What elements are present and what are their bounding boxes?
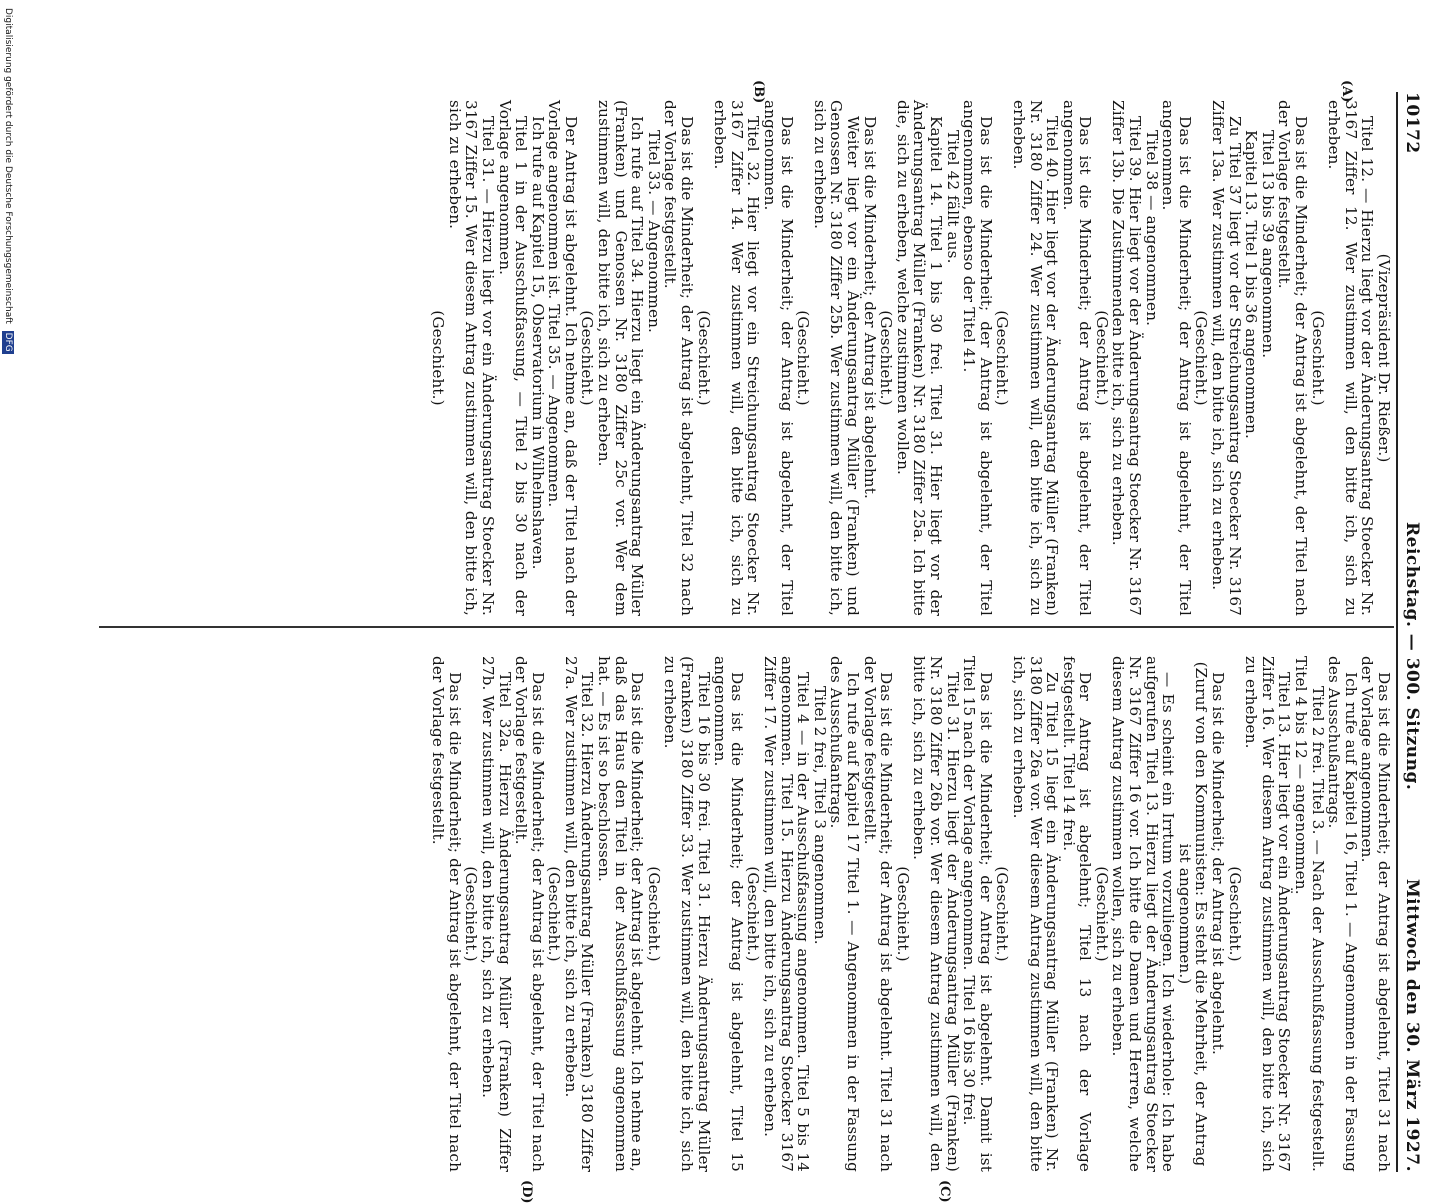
stage-direction: (Geschieht.) bbox=[744, 866, 763, 962]
stage-direction: (Geschieht.) bbox=[993, 866, 1012, 962]
paragraph: Titel 16 bis 30 frei. Titel 31. Hierzu Änderungsantrag Müller (Franken) 3180 Ziffer 33. Wer zustimmen will, den bitte ich, sich zu erheben. bbox=[661, 656, 713, 1172]
paragraph: Das ist die Minderheit; der Antrag ist abgelehnt, der Titel angenommen, ebenso der Titel 41. bbox=[960, 100, 995, 616]
paragraph: Titel 33. — Angenommen. bbox=[644, 130, 663, 333]
page-number: 10172 bbox=[1402, 92, 1422, 154]
paragraph: Titel 42 fällt aus. bbox=[943, 130, 962, 264]
paragraph: Weiter liegt vor ein Änderungsantrag Müller (Franken) und Genossen Nr. 3180 Ziffer 25b. Wer zustimmen will, den bitte ich, sich zu erheben. bbox=[810, 100, 862, 616]
paragraph: Das ist die Minderheit; der Antrag ist abgelehnt, der Titel angenommen. bbox=[761, 100, 796, 616]
stage-direction: (Geschieht.) bbox=[462, 866, 481, 962]
paragraph: Das ist die Minderheit; der Antrag ist abgelehnt, der Titel angenommen. bbox=[1159, 100, 1194, 616]
paragraph: Das ist die Minderheit; der Antrag ist abgelehnt, der Titel nach der Vorlage festgestellt. bbox=[429, 656, 464, 1172]
paragraph: Titel 39. Hier liegt vor der Änderungsantrag Stoecker Nr. 3167 Ziffer 13b. Die Zustimmenden bitte ich, sich zu erheben. bbox=[1109, 100, 1145, 616]
interjection: (Zuruf von den Kommunisten: Es steht die Mehrheit, der Antrag ist angenommen.) bbox=[1175, 661, 1211, 1167]
paragraph: Der Antrag ist abgelehnt. Ich nehme an, daß der Titel nach der Vorlage angenommen ist. Titel 35. — Angenommen. bbox=[545, 100, 580, 616]
paragraph: Das ist die Minderheit; der Antrag ist abgelehnt, der Titel nach der Vorlage festgestellt. bbox=[512, 656, 547, 1172]
header-date: Mittwoch den 30. März 1927. bbox=[1402, 878, 1422, 1172]
paragraph: Titel 1 in der Ausschußfassung, — Titel 2 bis 30 nach der Vorlage angenommen. bbox=[495, 100, 531, 616]
stage-direction: (Geschieht.) bbox=[429, 310, 448, 406]
paragraph: Titel 32a. Hierzu Änderungsantrag Müller (Franken) Ziffer 27b. Wer zustimmen will, den bitte ich, sich zu erheben. bbox=[478, 656, 514, 1172]
stage-direction: (Geschieht.) bbox=[893, 866, 912, 962]
paragraph: Das ist die Minderheit; der Antrag ist abgelehnt. bbox=[860, 116, 879, 499]
right-column bbox=[430, 656, 1392, 1172]
stage-direction: (Geschieht.) bbox=[1225, 866, 1244, 962]
paragraph: Kapitel 13. Titel 1 bis 36 angenommen. bbox=[1242, 130, 1261, 439]
stage-direction: (Geschieht.) bbox=[1092, 310, 1111, 406]
paragraph: Das ist die Minderheit; der Antrag ist abgelehnt, Titel 32 nach der Vorlage festgestellt. bbox=[661, 100, 697, 616]
paragraph: Titel 40. Hier liegt vor der Änderungsantrag Müller (Franken) Nr. 3180 Ziffer 24. Wer zustimmen will, den bitte ich, sich zu erheben. bbox=[1009, 100, 1062, 616]
paragraph: Zu Titel 15 liegt ein Änderungsantrag Müller (Franken) Nr. 3180 Ziffer 26a vor. Wer diesem Antrag zustimmen will, den bitte ich, sich zu erheben. bbox=[1009, 656, 1062, 1172]
paragraph: Ich rufe auf Kapitel 17 Titel 1. — Angenommen in der Fassung des Ausschußantrags. bbox=[827, 656, 862, 1172]
dfg-logo: DFG bbox=[3, 332, 14, 352]
funding-footer bbox=[0, 0, 16, 1008]
paragraph: Titel 13 bis 39 angenommen. bbox=[1258, 130, 1277, 359]
paragraph: Das ist die Minderheit; der Antrag ist abgelehnt. bbox=[1209, 672, 1228, 1055]
paragraph: Das ist die Minderheit; der Antrag ist abgelehnt. Damit ist Titel 15 nach der Vorlage angenommen. Titel 16 bis 30 frei. bbox=[960, 656, 995, 1172]
speaker-line: (Vizepräsident Dr. Rießer.) bbox=[1375, 253, 1393, 463]
margin-marker-a: (A) bbox=[1339, 80, 1354, 103]
header-rule bbox=[1396, 92, 1398, 1172]
paragraph: Titel 31. Hierzu liegt der Änderungsantrag Müller (Franken) Nr. 3180 Ziffer 26b vor. Wer diesem Antrag zustimmen will, den bitte ich, sich zu erheben. bbox=[910, 656, 962, 1172]
stage-direction: (Geschieht.) bbox=[578, 310, 597, 406]
paragraph: Titel 32. Hierzu Änderungsantrag Müller (Franken) 3180 Ziffer 27a. Wer zustimmen will, den bitte ich, sich zu erheben. bbox=[561, 656, 597, 1172]
paragraph: Das ist die Minderheit; der Antrag ist abgelehnt. Titel 31 nach der Vorlage festgestellt. bbox=[860, 656, 896, 1172]
paragraph: Titel 2 frei. Titel 3. — Nach der Ausschußfassung festgestellt. Titel 4 bis 12 — angenommen. bbox=[1292, 656, 1327, 1172]
column-divider bbox=[99, 626, 1394, 628]
header-title: Reichstag. — 300. Sitzung. bbox=[1402, 522, 1422, 791]
funding-note: Digitalisierung gefördert durch die Deutsche Forschungsgemeinschaft bbox=[3, 8, 13, 324]
left-column bbox=[430, 100, 1392, 616]
stage-direction: (Geschieht.) bbox=[1092, 866, 1111, 962]
paragraph: Titel 32. Hier liegt vor ein Streichungsantrag Stoecker Nr. 3167 Ziffer 14. Wer zustimmen will, den bitte ich, sich zu erheben. bbox=[711, 100, 763, 616]
margin-marker-c: (C) bbox=[937, 1180, 952, 1203]
paragraph: Titel 2 frei, Titel 3 angenommen. bbox=[810, 686, 829, 945]
stage-direction: (Geschieht.) bbox=[993, 310, 1012, 406]
paragraph: Ich rufe auf Titel 34. Hierzu liegt ein Änderungsantrag Müller (Franken) und Genossen Nr. 3180 Ziffer 25c vor. Wer dem zustimmen will, den bitte ich, sich zu erheben. bbox=[595, 100, 647, 616]
paragraph: — Es scheint ein Irrtum vorzuliegen. Ich wiederhole: Ich habe aufgerufen Titel 13. Hierzu liegt der Änderungsantrag Stoecker Nr. 3167 Ziffer 16 vor. Ich bitte die Damen und Herren, welche diesem Antrag zustimmen wollen, sich zu erheben. bbox=[1109, 656, 1178, 1172]
stage-direction: (Geschieht.) bbox=[1308, 310, 1327, 406]
paragraph: Das ist die Minderheit; der Antrag ist abgelehnt, Titel 31 nach der Vorlage angenommen. bbox=[1358, 656, 1393, 1172]
stage-direction: (Geschieht.) bbox=[644, 866, 663, 962]
paragraph: Das ist die Minderheit; der Antrag ist abgelehnt, Titel 15 angenommen. bbox=[711, 656, 746, 1172]
paragraph: Titel 4 — in der Ausschußfassung angenommen. Titel 5 bis 14 angenommen. Titel 15. Hierzu Änderungsantrag Stoecker 3167 Ziffer 17. Wer zustimmen will, den bitte ich, sich zu erheben. bbox=[761, 656, 813, 1172]
running-header bbox=[1398, 92, 1426, 1172]
stage-direction: (Geschieht.) bbox=[694, 310, 713, 406]
paragraph: Das ist die Minderheit; der Antrag ist abgelehnt, der Titel nach der Vorlage festgestellt. bbox=[1275, 100, 1311, 616]
paragraph: Kapitel 14. Titel 1 bis 30 frei. Titel 31. Hier liegt vor der Änderungsantrag Müller (Franken) Nr. 3180 Ziffer 25a. Ich bitte die, sich zu erheben, welche zustimmen wollen. bbox=[893, 100, 945, 616]
margin-marker-d: (D) bbox=[519, 1180, 534, 1204]
paragraph: Der Antrag ist abgelehnt; Titel 13 nach der Vorlage festgestellt. Titel 14 frei. bbox=[1059, 656, 1095, 1172]
paragraph: Titel 12. — Hierzu liegt vor der Änderungsantrag Stoecker Nr. 3167 Ziffer 12. Wer zustimmen will, den bitte ich, sich zu erheben. bbox=[1325, 100, 1377, 616]
paragraph: Titel 13. Hier liegt vor ein Änderungsantrag Stoecker Nr. 3167 Ziffer 16. Wer diesem Antrag zustimmen will, den bitte ich, sich zu erheben. bbox=[1242, 656, 1294, 1172]
paragraph: Titel 38 — angenommen. bbox=[1142, 130, 1161, 327]
paragraph: Titel 31. — Hierzu liegt vor ein Änderungsantrag Stoecker Nr. 3167 Ziffer 15. Wer diesem Antrag zustimmen will, den bitte ich, sich zu erheben. bbox=[445, 100, 497, 616]
stage-direction: (Geschieht.) bbox=[1192, 310, 1211, 406]
paragraph: Ich rufe auf Kapitel 15, Observatorium in Wilhelmshaven. bbox=[528, 116, 547, 570]
margin-marker-b: (B) bbox=[751, 80, 766, 104]
stage-direction: (Geschieht.) bbox=[545, 866, 564, 962]
paragraph: Das ist die Minderheit; der Antrag ist abgelehnt. Ich nehme an, daß das Haus den Titel in der Ausschußfassung angenommen hat. — Es ist so beschlossen. bbox=[595, 656, 647, 1172]
paragraph: Ich rufe auf Kapitel 16, Titel 1. — Angenommen in der Fassung des Ausschußantrags. bbox=[1325, 656, 1360, 1172]
stage-direction: (Geschieht.) bbox=[877, 310, 896, 406]
paragraph: Zu Titel 37 liegt vor der Streichungsantrag Stoecker Nr. 3167 Ziffer 13a. Wer zustimmen will, den bitte ich, sich zu erheben. bbox=[1209, 100, 1244, 616]
paragraph: Das ist die Minderheit; der Antrag ist abgelehnt, der Titel angenommen. bbox=[1059, 100, 1095, 616]
stage-direction: (Geschieht.) bbox=[794, 310, 813, 406]
